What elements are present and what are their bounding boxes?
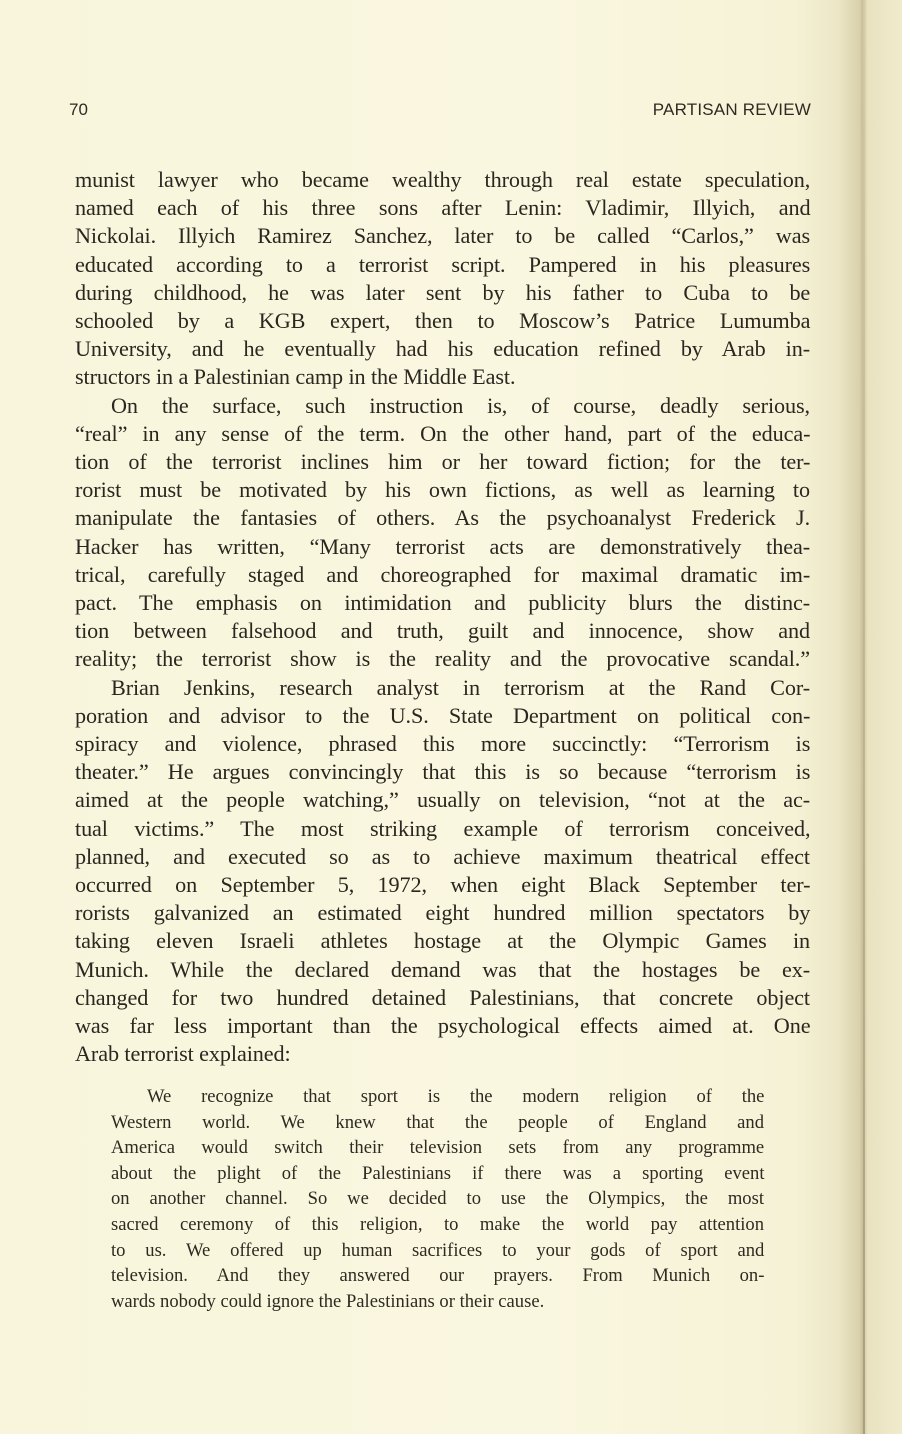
quote-line: to us. We offered up human sacrifices to your gods of sport and [111,1239,765,1261]
paragraph-2 [75,392,810,674]
paragraph-1 [75,166,810,392]
quote-line: We recognize that sport is the modern religion of the [147,1086,765,1107]
quote-line: about the plight of the Palestinians if there was a sporting event [111,1162,765,1184]
text-line: structors in a Palestinian camp in the Middle East. [75,364,516,390]
quote-line: America would switch their television sets from any programme [111,1137,765,1159]
text-line: theater.” He argues convincingly that this is so because “terrorism is [75,759,811,785]
page-binding-edge [863,0,865,1434]
journal-title: PARTISAN REVIEW [652,100,811,119]
text-line: Arab terrorist explained: [75,1041,291,1067]
text-line: changed for two hundred detained Palestinians, that concrete object [75,984,810,1010]
text-line: trical, carefully staged and choreographed for maximal dramatic im- [75,561,811,587]
text-line: munist lawyer who became wealthy through real estate speculation, [75,167,811,192]
text-line: manipulate the fantasies of others. As the psychoanalyst Frederick J. [75,505,811,531]
text-line: On the surface, such instruction is, of course, deadly serious, [111,392,810,418]
text-line: Nickolai. Illyich Ramirez Sanchez, later to be called “Carlos,” was [75,223,810,249]
text-line: during childhood, he was later sent by his father to Cuba to be [75,279,811,305]
text-line: tual victims.” The most striking example of terrorism conceived, [75,815,811,841]
text-line: spiracy and violence, phrased this more succinctly: “Terrorism is [75,731,811,757]
text-line: “real” in any sense of the term. On the other hand, part of the educa- [75,420,811,446]
text-line: educated according to a terrorist script. Pampered in his pleasures [75,251,811,277]
text-line: schooled by a KGB expert, then to Moscow’s Patrice Lumumba [75,308,811,334]
quote-line: wards nobody could ignore the Palestinians or their cause. [111,1290,545,1312]
text-line: rorists galvanized an estimated eight hundred million spectators by [75,900,811,926]
text-line: named each of his three sons after Lenin: Vladimir, Illyich, and [75,195,811,221]
text-line: tion between falsehood and truth, guilt and innocence, show and [75,618,810,644]
text-line: University, and he eventually had his education refined by Arab in- [75,336,810,362]
text-line: rorist must be motivated by his own fictions, as well as learning to [75,477,810,503]
text-line: taking eleven Israeli athletes hostage at the Olympic Games in [75,928,810,954]
text-line: aimed at the people watching,” usually on television, “not at the ac- [75,787,810,813]
quote-line: Western world. We knew that the people of England and [111,1111,765,1133]
text-line: planned, and executed so as to achieve maximum theatrical effect [75,843,810,869]
text-line: Hacker has written, “Many terrorist acts are demonstratively thea- [75,533,810,559]
text-line: Brian Jenkins, research analyst in terrorism at the Rand Cor- [111,674,810,700]
text-line: occurred on September 5, 1972, when eight Black September ter- [75,872,811,898]
text-line: poration and advisor to the U.S. State Department on political con- [75,702,811,728]
quote-line: sacred ceremony of this religion, to make the world pay attention [111,1213,764,1235]
paragraph-3 [75,674,810,1069]
text-line: was far less important than the psychological effects aimed at. One [75,1013,811,1039]
quote-line: television. And they answered our prayers. From Munich on- [111,1265,765,1287]
text-line: tion of the terrorist inclines him or her toward fiction; for the ter- [75,449,811,475]
block-quote [111,1084,764,1314]
page-number: 70 [69,100,88,119]
text-line: reality; the terrorist show is the reality and the provocative scandal.” [75,646,810,672]
text-line: Munich. While the declared demand was that the hostages be ex- [75,956,810,982]
text-line: pact. The emphasis on intimidation and publicity blurs the distinc- [75,590,810,616]
body-text [75,166,810,1069]
quote-line: on another channel. So we decided to use the Olympics, the most [111,1188,764,1210]
running-header [69,100,811,122]
